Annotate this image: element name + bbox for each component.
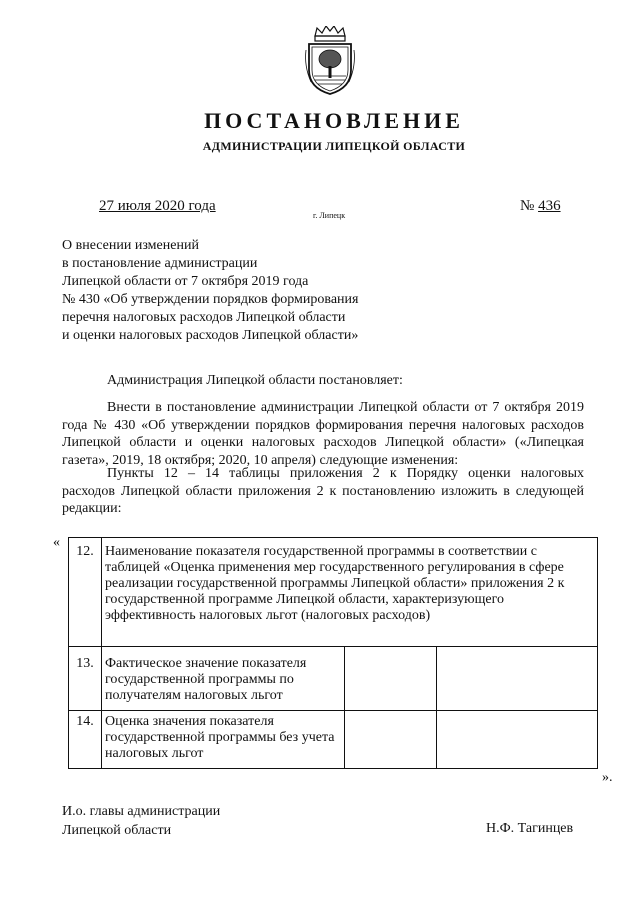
document-date: 27 июля 2020 года (99, 198, 216, 214)
table-quote-close: ». (602, 770, 613, 785)
table-row (69, 538, 598, 647)
paragraph-line: редакции: (62, 501, 122, 516)
number-prefix: № (520, 198, 535, 214)
page-title: ПОСТАНОВЛЕНИЕ (204, 108, 464, 133)
paragraph-line: Липецкой области и оценки налоговых расходов Липецкой области» («Липецкая (62, 435, 584, 450)
body-paragraph-1 (62, 399, 584, 469)
document-number (520, 198, 561, 215)
empty-cell (437, 647, 598, 711)
row-number: 12. (69, 538, 102, 647)
subject-line: и оценки налоговых расходов Липецкой области» (62, 328, 359, 343)
subject-line: в постановление администрации (62, 256, 258, 271)
table-row (69, 711, 598, 769)
paragraph-line: года № 430 «Об утверждении порядков формирования перечня налоговых расходов (62, 417, 584, 433)
subject-line: О внесении изменений (62, 238, 199, 253)
paragraph-line: расходов Липецкой области приложения 2 к постановлению изложить в следующей (62, 483, 584, 499)
paragraph-line: Пункты 12 – 14 таблицы приложения 2 к Порядку оценки налоговых (107, 466, 584, 481)
decree-statement: Администрация Липецкой области постановляет: (107, 373, 403, 388)
row-number: 14. (69, 711, 102, 769)
position-line: Липецкой области (62, 823, 172, 838)
subject-line: Липецкой области от 7 октября 2019 года (62, 274, 309, 289)
paragraph-line: газета», 2019, 18 октября; 2020, 10 апреля) следующие изменения: (62, 452, 459, 468)
signatory-name: Н.Ф. Тагинцев (486, 821, 574, 836)
paragraph-line: Внести в постановление администрации Липецкой области от 7 октября 2019 (107, 400, 584, 415)
table-quote-open: « (53, 535, 60, 550)
document-subject (62, 237, 358, 345)
row-text: Фактическое значение показателя государственной программы по получателям налоговых льгот (102, 647, 345, 711)
table-row (69, 647, 598, 711)
page-subtitle: АДМИНИСТРАЦИИ ЛИПЕЦКОЙ ОБЛАСТИ (202, 139, 466, 153)
number-value: 436 (538, 198, 561, 214)
row-text: Оценка значения показателя государственной программы без учета налоговых льгот (102, 711, 345, 769)
coat-of-arms-icon (303, 26, 357, 96)
signatory-position (62, 802, 220, 840)
indicator-table (68, 537, 598, 769)
row-number: 13. (69, 647, 102, 711)
empty-cell (345, 647, 437, 711)
subject-line: перечня налоговых расходов Липецкой области (62, 310, 346, 325)
document-city: г. Липецк (313, 211, 346, 220)
row-text: Наименование показателя государственной программы в соответствии с таблицей «Оценка применения мер государственного регулирования в сфере реализации государственной программы Липецкой области» приложения 2 к государственной программе Липецкой области, характеризующего эффективность налоговых льгот (налоговых расходов) (102, 538, 598, 647)
position-line: И.о. главы администрации (62, 804, 221, 819)
subject-line: № 430 «Об утверждении порядков формирования (62, 292, 359, 307)
empty-cell (345, 711, 437, 769)
empty-cell (437, 711, 598, 769)
body-paragraph-2 (62, 465, 584, 518)
